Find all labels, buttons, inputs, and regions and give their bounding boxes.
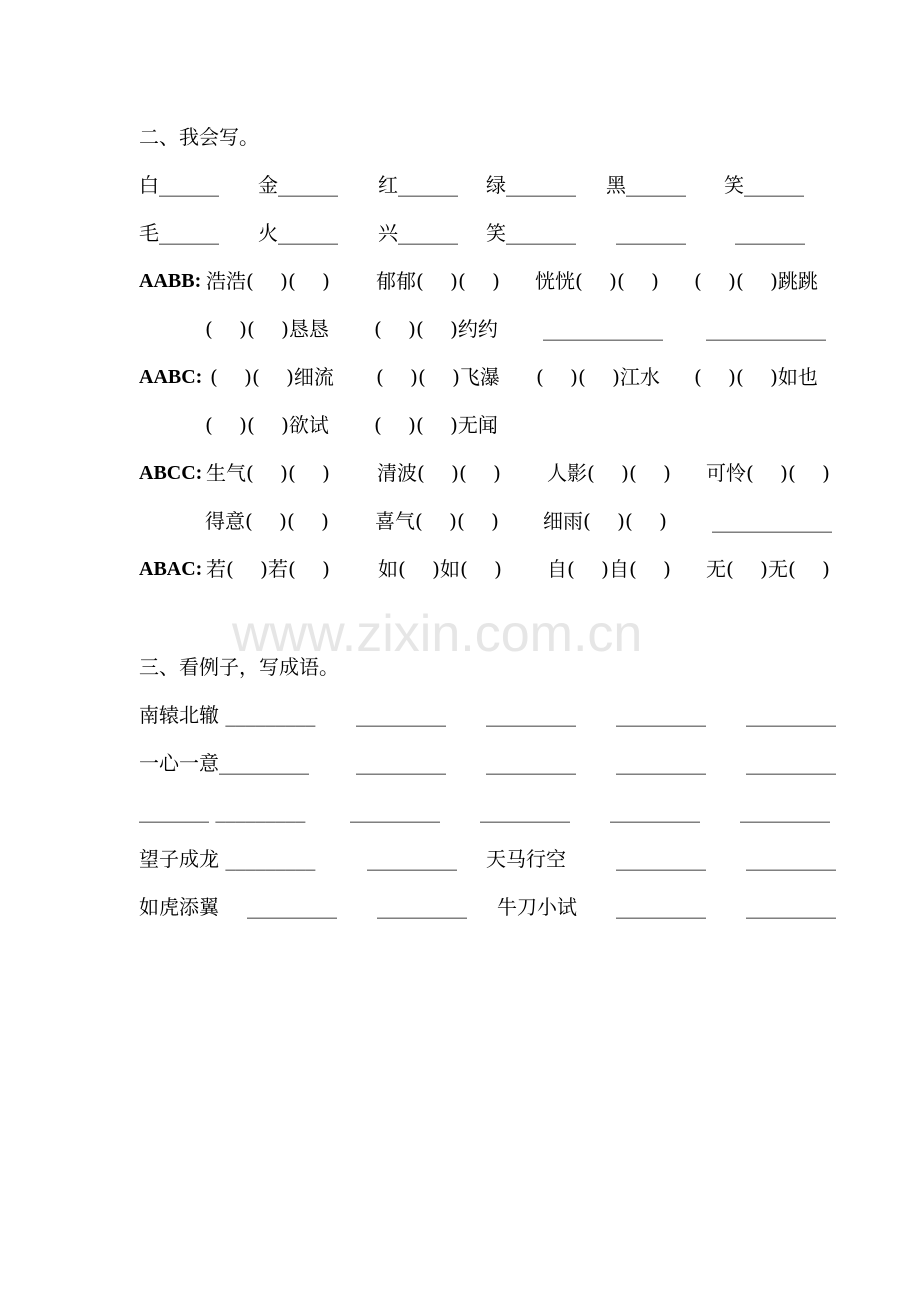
blank-r5-6[interactable]: _________ — [746, 895, 836, 919]
blank-r1-2[interactable]: _________ — [356, 703, 446, 727]
aabb-haohao[interactable]: 浩浩( )( ) — [206, 269, 330, 293]
abac-zi[interactable]: 自( )自( ) — [547, 557, 671, 581]
idiom-tianmaxingkong: 天马行空 — [486, 847, 566, 871]
blank-r4-4[interactable]: _________ — [616, 847, 706, 871]
idiom-wangzichenglong[interactable]: 望子成龙 _________ — [139, 847, 316, 871]
abac-label: ABAC: — [139, 558, 203, 580]
blank-r1-4[interactable]: _________ — [616, 703, 706, 727]
blank-r3-5[interactable]: _________ — [740, 799, 830, 823]
idiom-yixinyiyi[interactable]: 一心一意_________ — [139, 751, 309, 775]
abcc-free[interactable]: ____________ — [712, 509, 832, 533]
watermark: www.zixin.com.cn — [232, 605, 643, 663]
aabc-label: AABC: — [139, 366, 203, 388]
blank-mao[interactable]: 毛______ — [139, 221, 219, 245]
aabb-yueyue[interactable]: ( )( )约约 — [374, 317, 498, 341]
blank-r2-3[interactable]: _________ — [486, 751, 576, 775]
blank-r3-3[interactable]: _________ — [480, 799, 570, 823]
blank-r5-2[interactable]: _________ — [247, 895, 337, 919]
abac-ru[interactable]: 如( )如( ) — [378, 557, 502, 581]
blank-r1-5[interactable]: _________ — [746, 703, 836, 727]
blank-huo[interactable]: 火______ — [258, 221, 338, 245]
blank-r4-5[interactable]: _________ — [746, 847, 836, 871]
abcc-renying[interactable]: 人影( )( ) — [547, 461, 671, 485]
abac-wu[interactable]: 无( )无( ) — [706, 557, 830, 581]
aabb-free-1[interactable]: ____________ — [543, 317, 663, 341]
aabb-kenken[interactable]: ( )( )恳恳 — [205, 317, 329, 341]
blank-lv[interactable]: 绿_______ — [486, 173, 576, 197]
aabc-wuwen[interactable]: ( )( )无闻 — [374, 413, 498, 437]
abcc-xiqi[interactable]: 喜气( )( ) — [375, 509, 499, 533]
idiom-nanyuanbeizhe[interactable]: 南辕北辙 _________ — [139, 703, 316, 727]
aabc-ruye[interactable]: ( )( )如也 — [694, 365, 818, 389]
aabc-feipu[interactable]: ( )( )飞瀑 — [376, 365, 500, 389]
blank-r4-2[interactable]: _________ — [367, 847, 457, 871]
abcc-label: ABCC: — [139, 462, 203, 484]
idiom-ruhutianyi: 如虎添翼 — [139, 895, 219, 919]
blank-r3-2[interactable]: _________ — [350, 799, 440, 823]
blank-xing[interactable]: 兴______ — [378, 221, 458, 245]
abcc-deyi[interactable]: 得意( )( ) — [205, 509, 329, 533]
aabc-xiliu[interactable]: ( )( )细流 — [210, 365, 334, 389]
section-3-title: 三、看例子，写成语。 — [139, 655, 339, 679]
aabc-yushi[interactable]: ( )( )欲试 — [205, 413, 329, 437]
blank-r1-3[interactable]: _________ — [486, 703, 576, 727]
aabb-yuyu[interactable]: 郁郁( )( ) — [376, 269, 500, 293]
aabb-huanghuang[interactable]: 恍恍( )( ) — [535, 269, 659, 293]
blank-free-2[interactable]: _______ — [735, 221, 805, 245]
blank-jin[interactable]: 金______ — [258, 173, 338, 197]
abcc-qingbo[interactable]: 清波( )( ) — [377, 461, 501, 485]
blank-xiao[interactable]: 笑______ — [724, 173, 804, 197]
blank-r3-1[interactable]: _______ _________ — [139, 799, 306, 823]
aabb-tiaotiao[interactable]: ( )( )跳跳 — [694, 269, 818, 293]
blank-r2-2[interactable]: _________ — [356, 751, 446, 775]
blank-hei[interactable]: 黑______ — [606, 173, 686, 197]
aabc-jiangshui[interactable]: ( )( )江水 — [536, 365, 660, 389]
idiom-niudaoxiaoshi: 牛刀小试 — [497, 895, 577, 919]
blank-xiao-2[interactable]: 笑_______ — [486, 221, 576, 245]
blank-r2-5[interactable]: _________ — [746, 751, 836, 775]
blank-r5-5[interactable]: _________ — [616, 895, 706, 919]
blank-hong[interactable]: 红______ — [378, 173, 458, 197]
aabb-label: AABB: — [139, 270, 202, 292]
section-2-title: 二、我会写。 — [139, 125, 259, 149]
blank-r3-4[interactable]: _________ — [610, 799, 700, 823]
abcc-kelian[interactable]: 可怜( )( ) — [706, 461, 830, 485]
aabb-free-2[interactable]: ____________ — [706, 317, 826, 341]
abcc-shengqi[interactable]: 生气( )( ) — [206, 461, 330, 485]
abac-ruo[interactable]: 若( )若( ) — [206, 557, 330, 581]
blank-r5-3[interactable]: _________ — [377, 895, 467, 919]
blank-free-1[interactable]: _______ — [616, 221, 686, 245]
abcc-xiyu[interactable]: 细雨( )( ) — [543, 509, 667, 533]
blank-bai[interactable]: 白______ — [139, 173, 219, 197]
blank-r2-4[interactable]: _________ — [616, 751, 706, 775]
